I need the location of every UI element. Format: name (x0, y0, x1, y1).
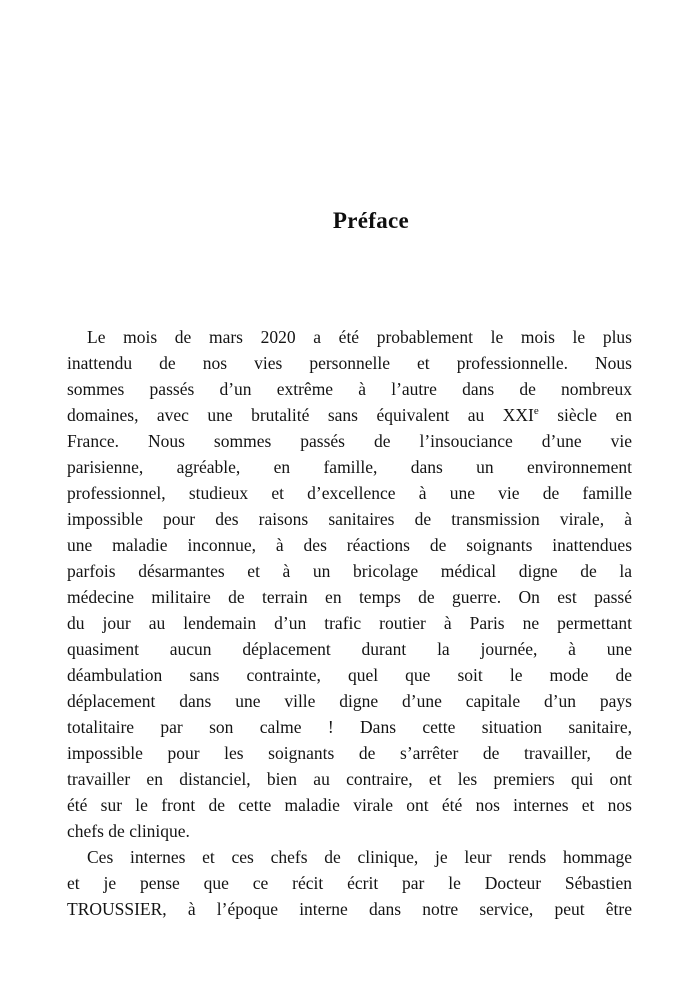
text-line: inattendu de nos vies personnelle et professionnelle. Nous (67, 353, 632, 373)
text-line: TROUSSIER, à l’époque interne dans notre service, peut être (67, 899, 632, 919)
text-line: et je pense que ce récit écrit par le Docteur Sébastien (67, 873, 632, 893)
text-line: quasiment aucun déplacement durant la journée, à une (67, 639, 632, 659)
text-line: chefs de clinique. (67, 821, 190, 841)
text-line: impossible pour des raisons sanitaires de transmission virale, à (67, 509, 632, 529)
text-line: Ces internes et ces chefs de clinique, je leur rends hommage (87, 847, 632, 867)
text-line: France. Nous sommes passés de l’insouciance d’une vie (67, 431, 632, 451)
text-line: totalitaire par son calme ! Dans cette situation sanitaire, (67, 717, 632, 737)
text-line: professionnel, studieux et d’excellence à une vie de famille (67, 483, 632, 503)
text-line: été sur le front de cette maladie virale ont été nos internes et nos (67, 795, 632, 815)
text-line: parisienne, agréable, en famille, dans un environnement (67, 457, 632, 477)
text-segment: siècle en (538, 405, 632, 425)
text-line: déambulation sans contrainte, quel que soit le mode de (67, 665, 632, 685)
page-title: Préface (332, 208, 410, 233)
text-segment: domaines, avec une brutalité sans équivalent au XXI (67, 405, 534, 425)
text-line: une maladie inconnue, à des réactions de soignants inattendues (67, 535, 632, 555)
text-line: du jour au lendemain d’un trafic routier à Paris ne permettant (67, 613, 632, 633)
text-line: sommes passés d’un extrême à l’autre dans de nombreux (67, 379, 632, 399)
text-line: médecine militaire de terrain en temps de guerre. On est passé (67, 587, 632, 607)
text-line: travailler en distanciel, bien au contraire, et les premiers qui ont (67, 769, 632, 789)
text-line (67, 402, 632, 428)
preface-body (67, 324, 632, 922)
text-line: déplacement dans une ville digne d’une capitale d’un pays (67, 691, 632, 711)
superscript-e: e (533, 405, 539, 418)
text-line: impossible pour les soignants de s’arrêter de travailler, de (67, 743, 632, 763)
text-line: Le mois de mars 2020 a été probablement le mois le plus (87, 327, 632, 347)
text-line: parfois désarmantes et à un bricolage médical digne de la (67, 561, 632, 581)
